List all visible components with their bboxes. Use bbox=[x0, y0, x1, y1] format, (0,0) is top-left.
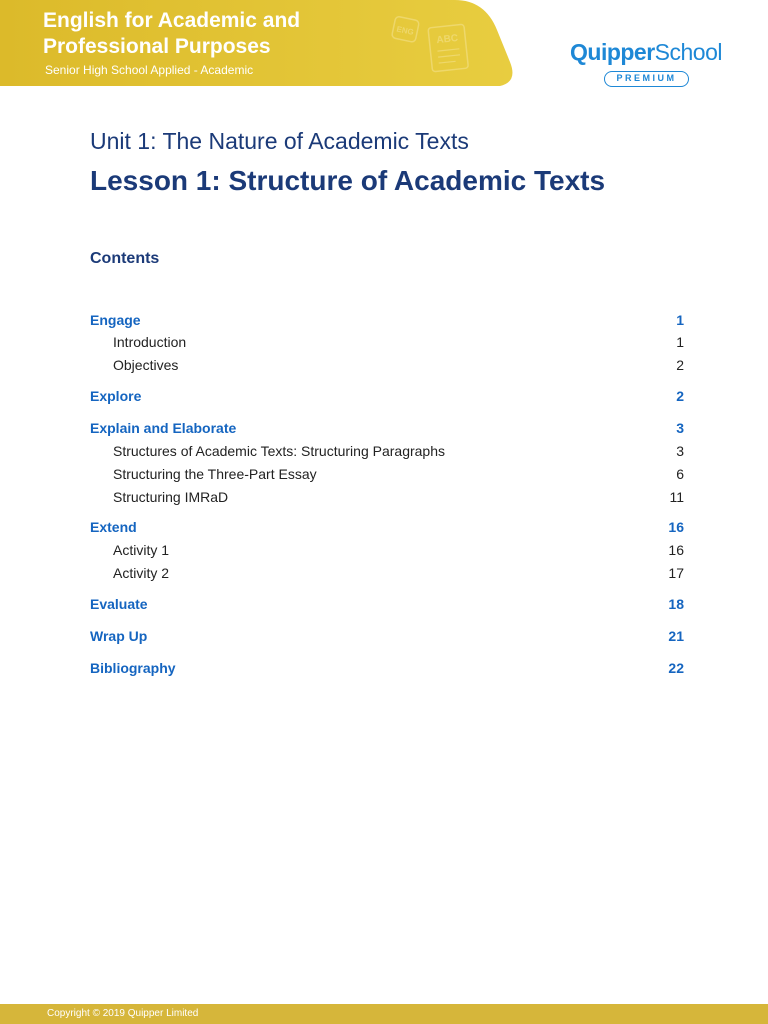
toc-label: Wrap Up bbox=[90, 628, 148, 644]
toc-section-explain-and-elaborate[interactable] bbox=[90, 417, 684, 439]
toc-page: 1 bbox=[676, 312, 684, 328]
toc-label: Structuring the Three-Part Essay bbox=[113, 466, 317, 482]
toc-label: Engage bbox=[90, 312, 141, 328]
toc-label: Introduction bbox=[113, 334, 187, 350]
logo-wordmark bbox=[570, 38, 722, 66]
toc-page: 2 bbox=[676, 357, 684, 373]
copyright-notice: Copyright © 2019 Quipper Limited bbox=[47, 1008, 199, 1019]
toc-page: 16 bbox=[668, 542, 684, 558]
page-header bbox=[0, 0, 768, 86]
toc-item-three-part-essay[interactable] bbox=[90, 463, 684, 485]
lesson-title: Lesson 1: Structure of Academic Texts bbox=[90, 165, 606, 196]
contents-heading: Contents bbox=[90, 250, 160, 267]
toc-label: Activity 2 bbox=[113, 565, 170, 581]
course-title: English for Academic and Professional Purposes bbox=[43, 9, 301, 58]
toc-label: Structures of Academic Texts: Structuring Paragraphs bbox=[113, 443, 446, 459]
toc-item-introduction[interactable] bbox=[90, 331, 684, 353]
unit-title: Unit 1: The Nature of Academic Texts bbox=[90, 128, 469, 154]
toc-label: Explain and Elaborate bbox=[90, 420, 237, 436]
page-footer bbox=[0, 1004, 768, 1024]
course-subtitle: Senior High School Applied - Academic bbox=[45, 63, 254, 77]
toc-label: Activity 1 bbox=[113, 542, 170, 558]
quipper-school-logo bbox=[570, 38, 730, 88]
toc-section-explore[interactable] bbox=[90, 385, 684, 407]
toc-page: 11 bbox=[669, 489, 684, 505]
toc-label: Objectives bbox=[113, 357, 179, 373]
toc-item-imrad[interactable] bbox=[90, 486, 684, 508]
toc-page: 3 bbox=[676, 443, 684, 459]
toc-section-bibliography[interactable] bbox=[90, 657, 684, 679]
logo-word-school: School bbox=[654, 39, 722, 65]
toc-item-structuring-paragraphs[interactable] bbox=[90, 440, 684, 462]
toc-page: 21 bbox=[668, 628, 684, 644]
toc-page: 16 bbox=[668, 519, 684, 535]
toc-label: Structuring IMRaD bbox=[113, 489, 229, 505]
toc-section-evaluate[interactable] bbox=[90, 593, 684, 615]
toc-label: Explore bbox=[90, 388, 142, 404]
toc-page: 18 bbox=[668, 596, 684, 612]
toc-page: 22 bbox=[668, 660, 684, 676]
toc-item-activity-1[interactable] bbox=[90, 539, 684, 561]
logo-word-quipper: Quipper bbox=[570, 39, 655, 65]
toc-label: Evaluate bbox=[90, 596, 148, 612]
toc-page: 1 bbox=[676, 334, 684, 350]
toc-page: 17 bbox=[668, 565, 684, 581]
premium-badge: PREMIUM bbox=[604, 71, 689, 87]
svg-text:ABC: ABC bbox=[435, 32, 459, 47]
svg-text:ENG: ENG bbox=[395, 24, 415, 37]
toc-page: 2 bbox=[676, 388, 684, 404]
toc-item-objectives[interactable] bbox=[90, 354, 684, 376]
toc-page: 3 bbox=[676, 420, 684, 436]
toc-page: 6 bbox=[676, 466, 684, 482]
toc-section-engage[interactable] bbox=[90, 309, 684, 331]
toc-item-activity-2[interactable] bbox=[90, 562, 684, 584]
toc-label: Extend bbox=[90, 519, 137, 535]
toc-label: Bibliography bbox=[90, 660, 176, 676]
toc-section-wrap-up[interactable] bbox=[90, 625, 684, 647]
toc-section-extend[interactable] bbox=[90, 516, 684, 538]
